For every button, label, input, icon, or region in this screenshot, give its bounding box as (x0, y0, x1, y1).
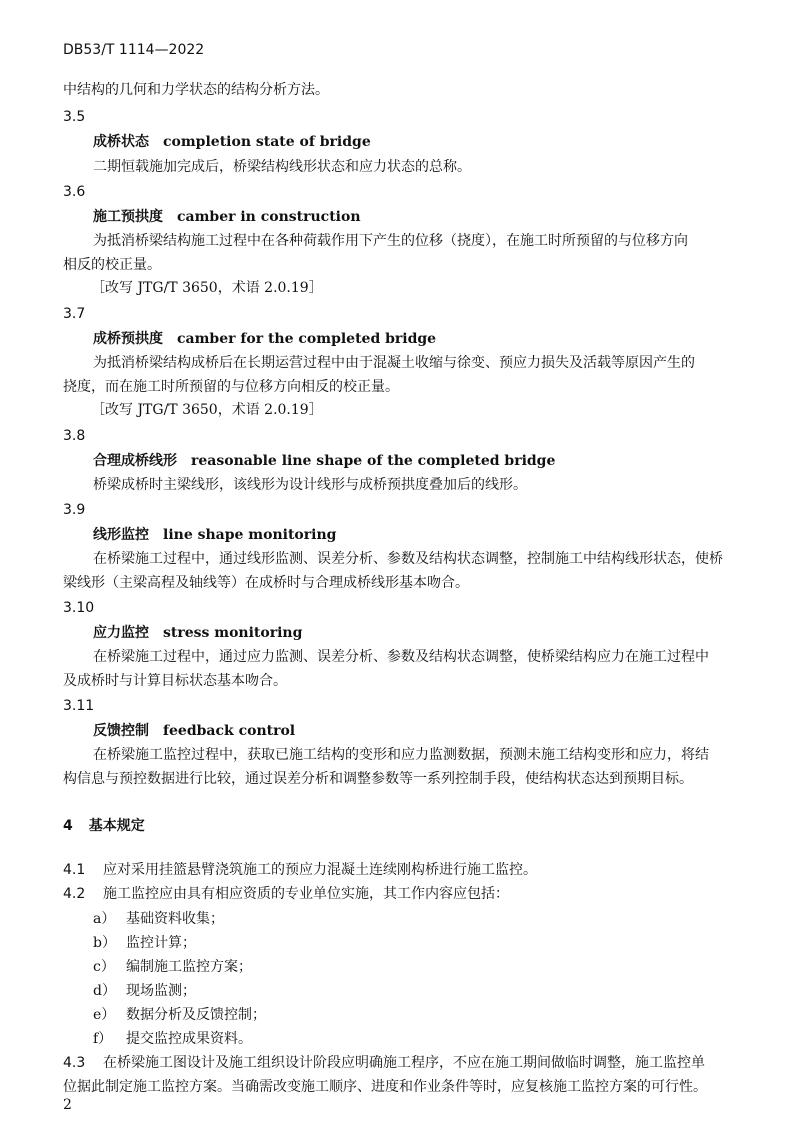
term-definition-line: 梁线形（主梁高程及轴线等）在成桥时与合理成桥线形基本吻合。 (63, 575, 469, 591)
list-item: 现场监测； (126, 983, 196, 999)
term-title-3-7 (93, 329, 436, 349)
term-definition-line: 及成桥时与计算目标状态基本吻合。 (63, 673, 287, 689)
term-en: feedback control (163, 723, 296, 739)
term-en: stress monitoring (163, 625, 303, 641)
list-marker: f） (93, 1031, 113, 1047)
clause-text-4-3-line1: 在桥梁施工图设计及施工组织设计阶段应明确施工程序，不应在施工期间做临时调整，施工监控单 (103, 1055, 705, 1071)
term-number-3-6: 3.6 (63, 184, 86, 200)
term-title-3-11 (93, 721, 295, 741)
term-number-3-5: 3.5 (63, 109, 86, 125)
term-zh: 合理成桥线形 (93, 453, 177, 469)
term-source-note: ［改写 JTG/T 3650，术语 2.0.19］ (91, 402, 323, 418)
clause-number-4-1: 4.1 (63, 862, 86, 878)
term-definition-line: 在桥梁施工监控过程中，获取已施工结构的变形和应力监测数据，预测未施工结构变形和应力，将结 (93, 747, 709, 763)
term-en: reasonable line shape of the completed bridge (191, 453, 556, 469)
term-definition-line: 在桥梁施工过程中，通过线形监测、误差分析、参数及结构状态调整，控制施工中结构线形状态，使桥 (93, 551, 723, 567)
term-definition-line: 在桥梁施工过程中，通过应力监测、误差分析、参数及结构状态调整，使桥梁结构应力在施工过程中 (93, 649, 709, 665)
list-item: 数据分析及反馈控制； (126, 1007, 266, 1023)
term-zh: 成桥预拱度 (93, 331, 163, 347)
term-title-3-6 (93, 207, 361, 227)
list-marker: c） (93, 959, 115, 975)
term-number-3-7: 3.7 (63, 306, 86, 322)
term-zh: 应力监控 (93, 625, 149, 641)
clause-text-4-1: 应对采用挂篮悬臂浇筑施工的预应力混凝土连续刚构桥进行施工监控。 (103, 862, 537, 878)
list-marker: b） (93, 935, 116, 951)
term-zh: 施工预拱度 (93, 209, 163, 225)
term-en: line shape monitoring (163, 527, 337, 543)
list-item: 监控计算； (126, 935, 196, 951)
term-definition-line: 相反的校正量。 (63, 257, 161, 273)
term-zh: 线形监控 (93, 527, 149, 543)
list-item: 基础资料收集； (126, 911, 224, 927)
term-definition-line: 为抵消桥梁结构成桥后在长期运营过程中由于混凝土收缩与徐变、预应力损失及活载等原因产生的 (93, 355, 695, 371)
term-title-3-9 (93, 525, 336, 545)
list-item: 编制施工监控方案； (126, 959, 252, 975)
intro-line: 中结构的几何和力学状态的结构分析方法。 (63, 82, 329, 98)
term-number-3-8: 3.8 (63, 428, 86, 444)
section-title: 基本规定 (88, 818, 145, 834)
list-marker: e） (93, 1007, 116, 1023)
term-zh: 反馈控制 (93, 723, 149, 739)
clause-text-4-2: 施工监控应由具有相应资质的专业单位实施，其工作内容应包括： (103, 886, 509, 902)
section-number: 4 (63, 818, 73, 834)
term-definition-line: 构信息与预控数据进行比较，通过误差分析和调整参数等一系列控制手段，使结构状态达到预期目标。 (63, 771, 693, 787)
clause-number-4-2: 4.2 (63, 886, 86, 902)
section-heading-4 (63, 816, 145, 836)
term-definition-line: 挠度，而在施工时所预留的与位移方向相反的校正量。 (63, 379, 399, 395)
term-number-3-9: 3.9 (63, 502, 86, 518)
term-en: completion state of bridge (163, 134, 371, 150)
term-title-3-10 (93, 623, 302, 643)
term-zh: 成桥状态 (93, 134, 149, 150)
list-marker: d） (93, 983, 116, 999)
term-definition-line: 桥梁成桥时主梁线形，该线形为设计线形与成桥预拱度叠加后的线形。 (93, 477, 527, 493)
term-definition-line: 为抵消桥梁结构施工过程中在各种荷载作用下产生的位移（挠度），在施工时所预留的与位移方向 (93, 233, 688, 249)
document-code-header: DB53/T 1114—2022 (63, 42, 205, 58)
term-number-3-11: 3.11 (63, 698, 95, 714)
term-source-note: ［改写 JTG/T 3650，术语 2.0.19］ (91, 280, 323, 296)
term-title-3-8 (93, 451, 555, 471)
clause-number-4-3: 4.3 (63, 1055, 86, 1071)
page-number: 2 (63, 1097, 72, 1113)
term-definition-line: 二期恒载施加完成后，桥梁结构线形状态和应力状态的总称。 (93, 159, 471, 175)
term-en: camber for the completed bridge (177, 331, 437, 347)
list-item: 提交监控成果资料。 (126, 1031, 252, 1047)
term-number-3-10: 3.10 (63, 600, 95, 616)
term-title-3-5 (93, 132, 371, 152)
term-en: camber in construction (177, 209, 361, 225)
clause-text-4-3-line2: 位据此制定施工监控方案。当确需改变施工顺序、进度和作业条件等时，应复核施工监控方案的可行性。 (63, 1079, 707, 1095)
list-marker: a） (93, 911, 116, 927)
